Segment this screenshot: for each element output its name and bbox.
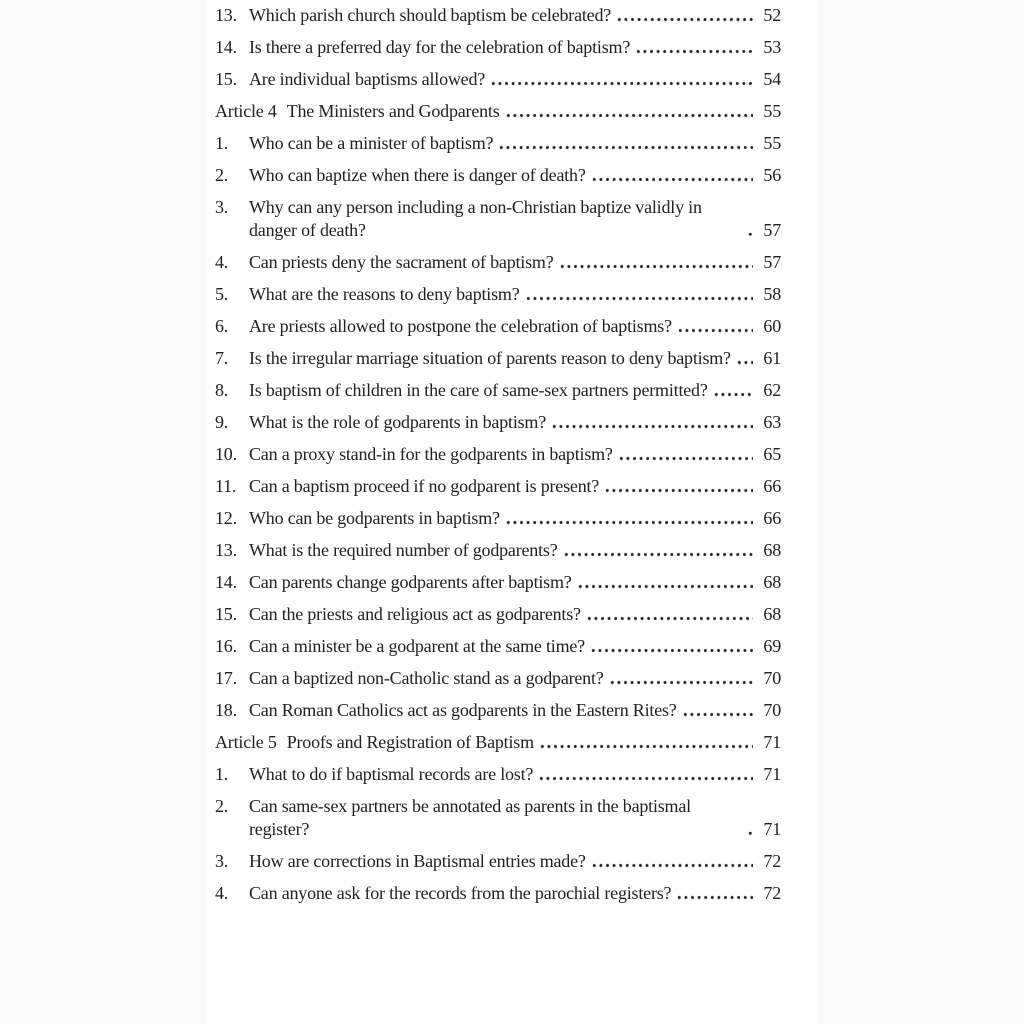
toc-item-row (215, 68, 781, 91)
entry-number: 14. (215, 37, 237, 57)
page-number: 66 (763, 508, 781, 528)
dot-leader (490, 68, 753, 91)
toc-item-row (215, 763, 781, 786)
entry-text: Is the irregular marriage situation of parents reason to deny baptism? (249, 348, 731, 368)
toc-item-row (215, 795, 781, 841)
page-number: 53 (763, 37, 781, 57)
dot-leader (736, 347, 753, 370)
toc-item-row (215, 36, 781, 59)
entry-text: What to do if baptismal records are lost? (249, 764, 534, 784)
dot-leader (609, 667, 753, 690)
article-label: Article 4 (215, 101, 277, 121)
entry-number: 18. (215, 700, 237, 720)
article-title: Proofs and Registration of Baptism (286, 732, 534, 752)
page-number: 70 (763, 668, 781, 688)
entry-text: Can Roman Catholics act as godparents in the Eastern Rites? (249, 700, 677, 720)
entry-text: Can parents change godparents after baptism? (249, 572, 572, 592)
dot-leader (538, 763, 753, 786)
dot-leader (586, 603, 753, 626)
toc-item-row (215, 699, 781, 722)
page-number: 68 (763, 604, 781, 624)
entry-number: 4. (215, 252, 229, 272)
entry-number: 8. (215, 380, 229, 400)
entry-number: 4. (215, 883, 229, 903)
toc-list (215, 4, 781, 905)
dot-leader (591, 850, 753, 873)
toc-item-row (215, 283, 781, 306)
entry-text: What are the reasons to deny baptism? (249, 284, 520, 304)
toc-item-row (215, 196, 781, 242)
toc-item-row (215, 475, 781, 498)
entry-number: 11. (215, 476, 237, 496)
entry-text: Who can be godparents in baptism? (249, 508, 500, 528)
dot-leader (577, 571, 753, 594)
page-number: 60 (763, 316, 781, 336)
entry-number: 3. (215, 851, 229, 871)
toc-article-row (215, 100, 781, 123)
entry-text: What is the required number of godparents? (249, 540, 558, 560)
entry-text: Are priests allowed to postpone the celebration of baptisms? (249, 316, 672, 336)
entry-number: 12. (215, 508, 237, 528)
entry-text: Can a minister be a godparent at the same time? (249, 636, 585, 656)
dot-leader (747, 818, 753, 841)
article-title: The Ministers and Godparents (286, 101, 500, 121)
entry-number: 9. (215, 412, 229, 432)
dot-leader (677, 315, 753, 338)
entry-number: 2. (215, 796, 229, 816)
entry-text: How are corrections in Baptismal entries made? (249, 851, 586, 871)
page-number: 58 (763, 284, 781, 304)
entry-text: Is there a preferred day for the celebration of baptism? (249, 37, 631, 57)
entry-number: 7. (215, 348, 229, 368)
page-number: 63 (763, 412, 781, 432)
entry-text: Are individual baptisms allowed? (249, 69, 486, 89)
page-number: 55 (763, 101, 781, 121)
dot-leader (676, 882, 753, 905)
page-number: 65 (763, 444, 781, 464)
dot-leader (505, 100, 753, 123)
dot-leader (747, 219, 753, 242)
entry-text: Can a baptized non-Catholic stand as a godparent? (249, 668, 604, 688)
entry-number: 13. (215, 540, 237, 560)
toc-item-row (215, 379, 781, 402)
page-number: 57 (763, 252, 781, 272)
toc-item-row (215, 603, 781, 626)
entry-number: 6. (215, 316, 229, 336)
entry-number: 14. (215, 572, 237, 592)
entry-text: Can a baptism proceed if no godparent is present? (249, 476, 600, 496)
page-number: 56 (763, 165, 781, 185)
dot-leader (635, 36, 753, 59)
entry-text: Who can baptize when there is danger of death? (249, 165, 586, 185)
toc-item-row (215, 347, 781, 370)
entry-number: 5. (215, 284, 229, 304)
dot-leader (713, 379, 753, 402)
page-number: 55 (763, 133, 781, 153)
entry-text: Can priests deny the sacrament of baptism? (249, 252, 554, 272)
toc-item-row (215, 315, 781, 338)
entry-number: 10. (215, 444, 237, 464)
entry-number: 15. (215, 69, 237, 89)
page-number: 71 (763, 732, 781, 752)
dot-leader (590, 635, 753, 658)
article-label: Article 5 (215, 732, 277, 752)
entry-number: 17. (215, 668, 237, 688)
page-number: 54 (763, 69, 781, 89)
dot-leader (505, 507, 753, 530)
page-number: 57 (763, 220, 781, 240)
page-number: 69 (763, 636, 781, 656)
dot-leader (563, 539, 754, 562)
page-number: 72 (763, 883, 781, 903)
page-number: 68 (763, 540, 781, 560)
toc-item-row (215, 411, 781, 434)
page-number: 66 (763, 476, 781, 496)
page-number: 68 (763, 572, 781, 592)
entry-number: 2. (215, 165, 229, 185)
toc-item-row (215, 635, 781, 658)
entry-number: 3. (215, 197, 229, 217)
entry-text: Which parish church should baptism be celebrated? (249, 5, 612, 25)
dot-leader (591, 164, 753, 187)
page-number: 61 (763, 348, 781, 368)
toc-item-row (215, 507, 781, 530)
dot-leader (618, 443, 753, 466)
toc-item-row (215, 882, 781, 905)
entry-text: Can same-sex partners be annotated as parents in the baptismal register? (249, 796, 691, 839)
dot-leader (604, 475, 753, 498)
book-page (207, 0, 819, 1024)
toc-item-row (215, 667, 781, 690)
toc-item-row (215, 4, 781, 27)
entry-text: Can the priests and religious act as godparents? (249, 604, 581, 624)
entry-text: Is baptism of children in the care of same-sex partners permitted? (249, 380, 708, 400)
dot-leader (559, 251, 753, 274)
toc-item-row (215, 132, 781, 155)
entry-number: 16. (215, 636, 237, 656)
toc-item-row (215, 539, 781, 562)
entry-text: Why can any person including a non-Christian baptize validly in danger of death? (249, 197, 702, 240)
entry-number: 1. (215, 133, 229, 153)
dot-leader (525, 283, 753, 306)
toc-item-row (215, 850, 781, 873)
dot-leader (616, 4, 753, 27)
page-number: 72 (763, 851, 781, 871)
page-number: 62 (763, 380, 781, 400)
toc-item-row (215, 571, 781, 594)
entry-text: Can a proxy stand-in for the godparents in baptism? (249, 444, 613, 464)
entry-number: 15. (215, 604, 237, 624)
dot-leader (539, 731, 753, 754)
toc-article-row (215, 731, 781, 754)
page-number: 71 (763, 819, 781, 839)
dot-leader (682, 699, 753, 722)
toc-item-row (215, 164, 781, 187)
dot-leader (551, 411, 753, 434)
entry-text: Who can be a minister of baptism? (249, 133, 494, 153)
page-number: 71 (763, 764, 781, 784)
entry-number: 1. (215, 764, 229, 784)
dot-leader (498, 132, 753, 155)
entry-number: 13. (215, 5, 237, 25)
toc-item-row (215, 443, 781, 466)
page-number: 52 (763, 5, 781, 25)
toc-item-row (215, 251, 781, 274)
entry-text: Can anyone ask for the records from the parochial registers? (249, 883, 672, 903)
page-number: 70 (763, 700, 781, 720)
entry-text: What is the role of godparents in baptism? (249, 412, 547, 432)
